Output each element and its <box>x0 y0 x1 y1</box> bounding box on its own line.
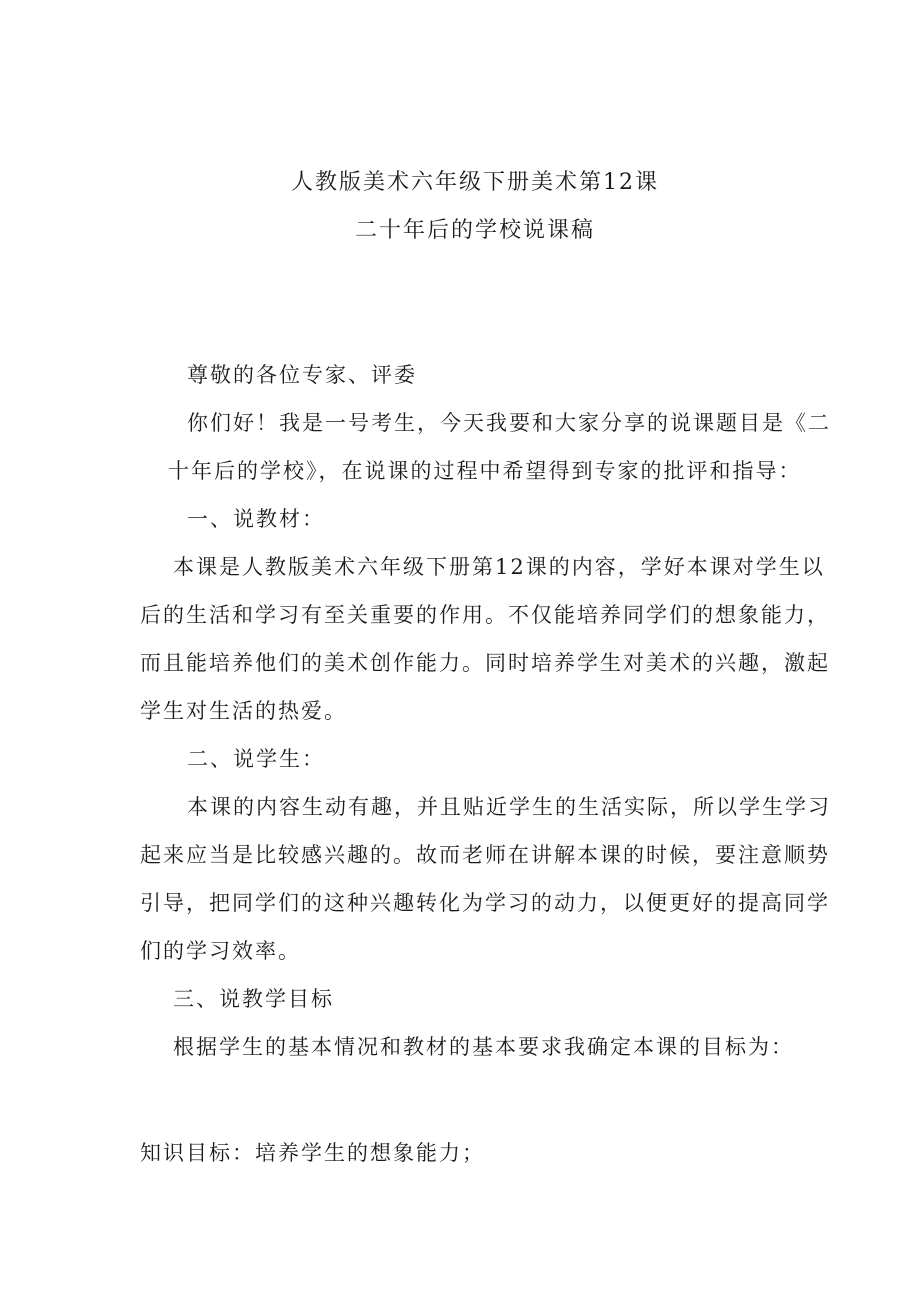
section-1-line: 学生对生活的热爱。 <box>140 699 347 723</box>
section-1-line: 而且能培养他们的美术创作能力。同时培养学生对美术的兴趣，激起 <box>140 651 830 675</box>
document-title: 人教版美术六年级下册美术第12课 <box>291 170 659 195</box>
section-1-heading: 一、说教材： <box>187 507 325 531</box>
section-1-line: 本课是人教版美术六年级下册第12课的内容，学好本课对学生以 <box>173 555 825 579</box>
section-2-heading: 二、说学生： <box>187 747 325 771</box>
section-2-line: 们的学习效率。 <box>140 939 301 963</box>
intro-line-1: 你们好！我是一号考生，今天我要和大家分享的说课题目是《二 <box>187 411 831 435</box>
section-2-line: 起来应当是比较感兴趣的。故而老师在讲解本课的时候，要注意顺势 <box>140 843 830 867</box>
section-3-intro: 根据学生的基本情况和教材的基本要求我确定本课的目标为： <box>173 1035 794 1059</box>
document-subtitle: 二十年后的学校说课稿 <box>355 218 596 243</box>
section-1-line: 后的生活和学习有至关重要的作用。不仅能培养同学们的想象能力， <box>140 603 830 627</box>
knowledge-goal: 知识目标：培养学生的想象能力； <box>140 1141 485 1165</box>
intro-line-2: 十年后的学校》，在说课的过程中希望得到专家的批评和指导： <box>168 459 802 483</box>
section-3-heading: 三、说教学目标 <box>173 987 334 1011</box>
greeting: 尊敬的各位专家、评委 <box>187 363 417 387</box>
section-2-line: 本课的内容生动有趣，并且贴近学生的生活实际，所以学生学习 <box>187 795 831 819</box>
section-2-line: 引导，把同学们的这种兴趣转化为学习的动力，以便更好的提高同学 <box>140 891 830 915</box>
